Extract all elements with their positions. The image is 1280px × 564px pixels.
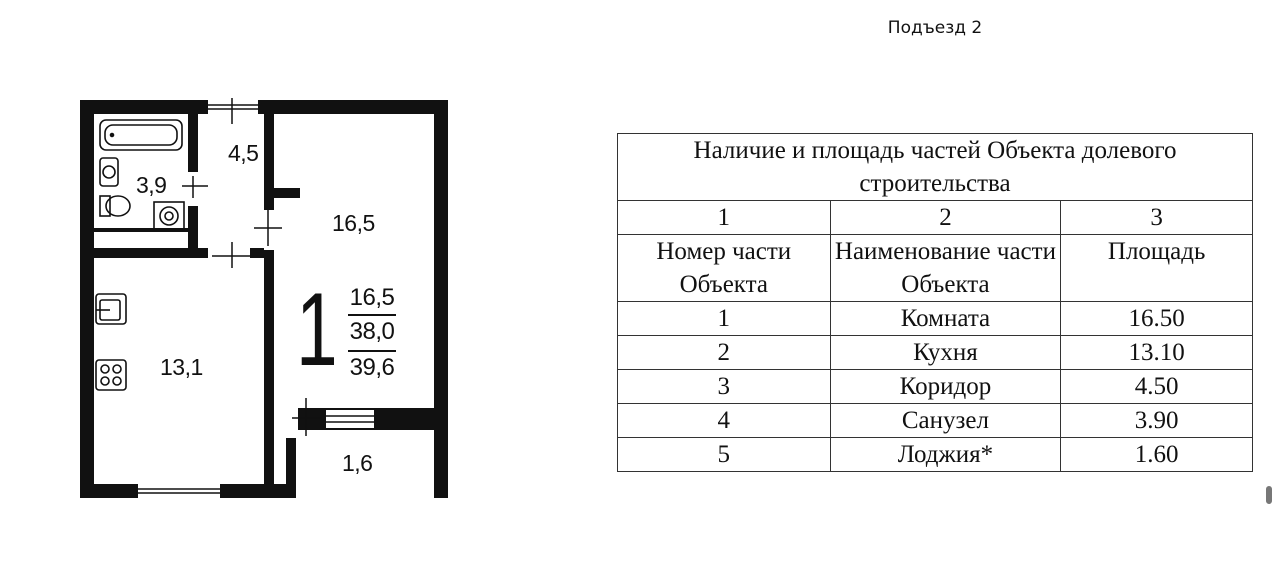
unit-number: 1: [296, 272, 338, 388]
column-number: 1: [618, 201, 831, 235]
row-area: 3.90: [1061, 404, 1253, 438]
row-number: 1: [618, 302, 831, 336]
row-area: 13.10: [1061, 336, 1253, 370]
doors: [188, 172, 298, 438]
row-name: Комната: [830, 302, 1061, 336]
row-number: 4: [618, 404, 831, 438]
area-total: 38,0: [349, 318, 395, 345]
table-caption-row: [618, 134, 1253, 201]
row-area: 4.50: [1061, 370, 1253, 404]
fraction-rule-2: [348, 350, 396, 352]
room-area-kitchen: 13,1: [160, 354, 203, 380]
header-part-name: Наименование части Объекта: [830, 235, 1061, 302]
column-number: 3: [1061, 201, 1253, 235]
row-area: 16.50: [1061, 302, 1253, 336]
row-number: 3: [618, 370, 831, 404]
area-living: 16,5: [349, 284, 395, 311]
table-row: [618, 404, 1253, 438]
row-area: 1.60: [1061, 438, 1253, 472]
column-number-row: [618, 201, 1253, 235]
object-parts-table: [617, 133, 1253, 472]
column-number: 2: [830, 201, 1061, 235]
header-row: [618, 235, 1253, 302]
table-row: [618, 438, 1253, 472]
kitchen-fixtures: [96, 294, 126, 390]
header-area: Площадь: [1061, 235, 1253, 302]
row-number: 2: [618, 336, 831, 370]
table-row: [618, 370, 1253, 404]
entrance-label: Подъезд 2: [887, 18, 983, 38]
table-row: [618, 336, 1253, 370]
area-total-with-loggia: 39,6: [349, 354, 395, 381]
room-area-loggia: 1,6: [342, 450, 373, 476]
room-area-bathroom: 3,9: [136, 172, 167, 198]
header-part-number: Номер части Объекта: [618, 235, 831, 302]
row-name: Лоджия*: [830, 438, 1061, 472]
table-caption: Наличие и площадь частей Объекта долевого строительства: [618, 134, 1253, 201]
row-name: Кухня: [830, 336, 1061, 370]
row-number: 5: [618, 438, 831, 472]
row-name: Коридор: [830, 370, 1061, 404]
fraction-rule-1: [348, 314, 396, 316]
room-area-living-room: 16,5: [332, 210, 375, 236]
row-name: Санузел: [830, 404, 1061, 438]
table-row: [618, 302, 1253, 336]
room-area-corridor: 4,5: [228, 140, 259, 166]
scrollbar-thumb[interactable]: [1266, 486, 1272, 504]
floor-plan: [78, 98, 452, 502]
